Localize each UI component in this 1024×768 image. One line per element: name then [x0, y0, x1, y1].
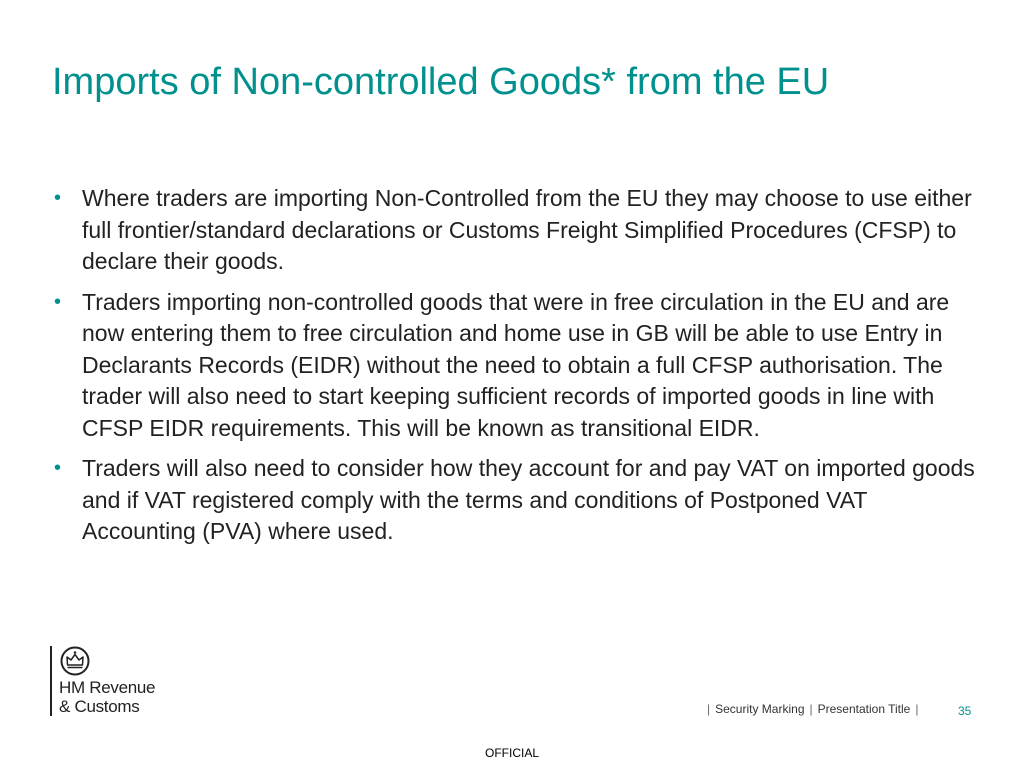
hmrc-logo: [50, 646, 155, 716]
bullet-marker-icon: •: [54, 290, 62, 313]
presentation-title: Presentation Title: [817, 702, 911, 716]
bullet-item: [52, 287, 982, 445]
slide-title: Imports of Non-controlled Goods* from the EU: [52, 61, 830, 103]
bullet-text: Traders importing non-controlled goods that were in free circulation in the EU and are now entering them to free circulation and home use in GB will be able to use Entry in Declarants Records (EIDR) without the need to obtain a full CFSP authorisation. The trader will also need to start keeping sufficient records of imported goods in line with CFSP EIDR requirements. This will be known as transitional EIDR.: [82, 288, 950, 441]
bullet-text: Where traders are importing Non-Controlled from the EU they may choose to use either full frontier/standard declarations or Customs Freight Simplified Procedures (CFSP) to declare their goods.: [82, 185, 972, 274]
footer-separator: |: [707, 702, 711, 716]
bullet-item: [52, 183, 982, 278]
footer-separator: |: [809, 702, 813, 716]
security-marking: Security Marking: [715, 702, 805, 716]
footer: [702, 702, 923, 716]
bullet-marker-icon: •: [54, 457, 62, 479]
bullet-list: [52, 183, 982, 557]
logo-text-line1: HM Revenue: [59, 678, 156, 697]
page-number: 35: [958, 704, 972, 718]
bullet-text: Traders will also need to consider how they account for and pay VAT on imported goods and if VAT registered comply with the terms and conditions of Postponed VAT Accounting (PVA) where used.: [82, 455, 975, 544]
bullet-item: [52, 453, 982, 548]
logo-text-line2: & Customs: [59, 697, 140, 716]
crown-crest-icon: [59, 646, 91, 676]
bullet-marker-icon: •: [54, 187, 62, 209]
footer-separator: |: [915, 702, 919, 716]
classification-label: OFFICIAL: [484, 746, 539, 760]
